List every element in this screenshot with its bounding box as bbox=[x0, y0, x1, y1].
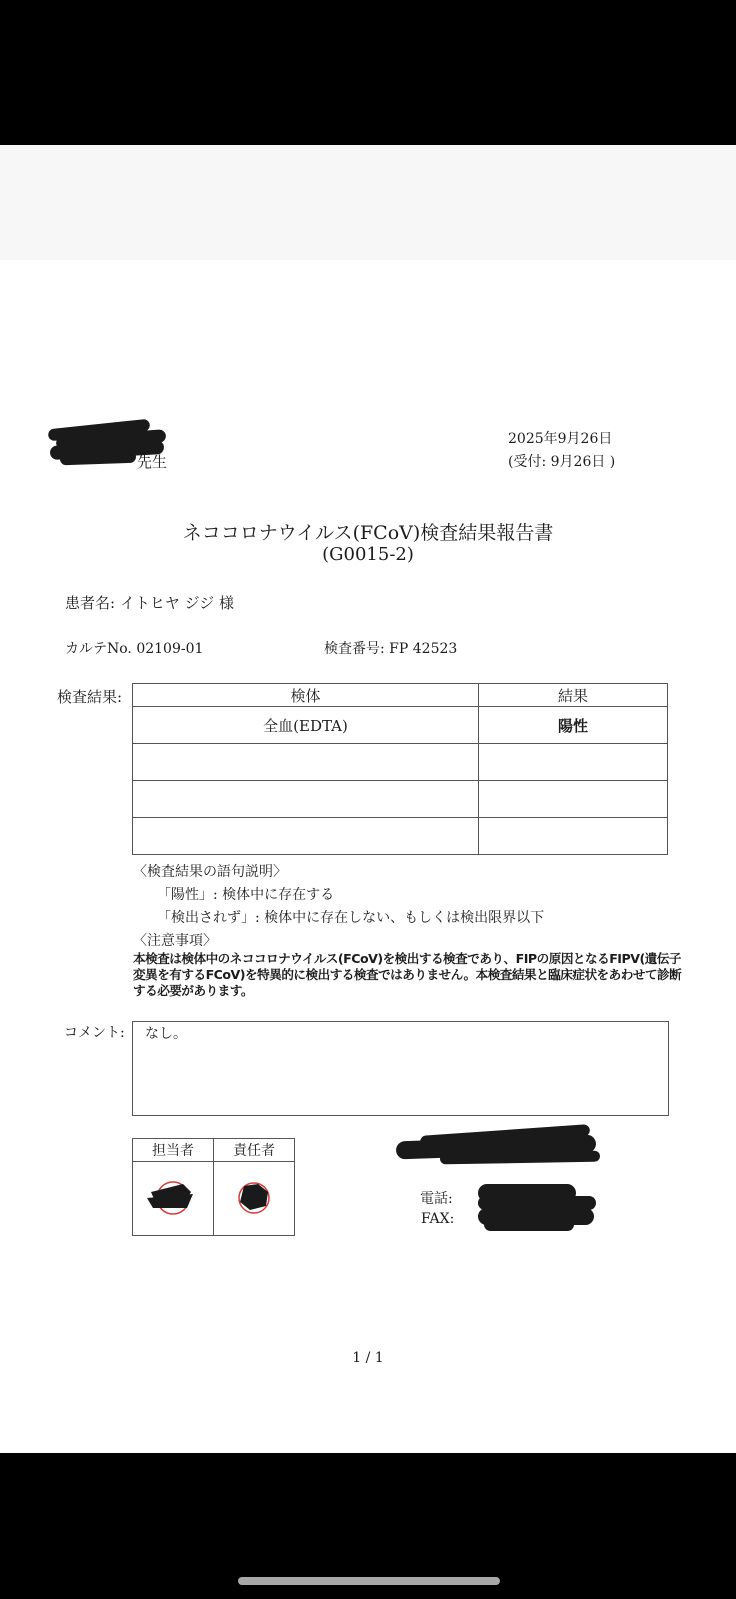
specimen-cell bbox=[133, 744, 479, 781]
result-cell bbox=[479, 818, 668, 855]
glossary-not-detected: 「検出されず」: 検体中に存在しない、もしくは検出限界以下 bbox=[157, 910, 545, 926]
results-label: 検査結果: bbox=[57, 688, 123, 706]
page-number: 1 / 1 bbox=[352, 1350, 384, 1366]
comment-label: コメント: bbox=[64, 1025, 125, 1041]
recipient-suffix: 先生 bbox=[137, 453, 168, 471]
result-cell bbox=[479, 781, 668, 818]
staff-header: 担当者 bbox=[133, 1139, 214, 1162]
fax-label: FAX: bbox=[421, 1211, 455, 1227]
table-row bbox=[133, 781, 668, 818]
table-row bbox=[133, 707, 668, 744]
report-date: 2025年9月26日 bbox=[508, 431, 613, 447]
redacted-seal-icon bbox=[133, 1162, 213, 1231]
notice-body: 本検査は検体中のネココロナウイルス(FCoV)を検出する検査であり、FIPの原因となるFIPV(遺伝子変異を有するFCoV)を特異的に検出する検査ではありません。本検査結果と臨床症状をあわせて診断する必要があります。 bbox=[133, 951, 682, 998]
home-indicator[interactable] bbox=[238, 1577, 500, 1585]
chart-number: カルテNo. 02109-01 bbox=[65, 641, 204, 657]
result-cell bbox=[479, 744, 668, 781]
results-table bbox=[132, 683, 668, 855]
received-date: (受付: 9月26日 ) bbox=[508, 454, 616, 470]
redacted-seal-icon bbox=[214, 1162, 294, 1231]
specimen-cell: 全血(EDTA) bbox=[133, 707, 479, 744]
manager-header: 責任者 bbox=[214, 1139, 295, 1162]
results-header-row bbox=[133, 684, 668, 707]
tel-label: 電話: bbox=[420, 1191, 453, 1207]
top-black-bar bbox=[0, 0, 736, 145]
table-row bbox=[133, 818, 668, 855]
specimen-header: 検体 bbox=[133, 684, 479, 707]
viewer-header bbox=[0, 145, 736, 261]
report-title: ネココロナウイルス(FCoV)検査結果報告書 bbox=[182, 522, 554, 544]
manager-seal bbox=[214, 1162, 295, 1236]
notice-heading: 〈注意事項〉 bbox=[133, 933, 217, 949]
specimen-cell bbox=[133, 781, 479, 818]
report-code: (G0015-2) bbox=[322, 544, 414, 565]
result-header: 結果 bbox=[479, 684, 668, 707]
glossary-positive: 「陽性」: 検体中に存在する bbox=[157, 887, 335, 903]
stamp-table bbox=[132, 1138, 295, 1236]
comment-box bbox=[132, 1021, 669, 1116]
table-row bbox=[133, 744, 668, 781]
specimen-cell bbox=[133, 818, 479, 855]
exam-number: 検査番号: FP 42523 bbox=[324, 641, 458, 657]
patient-name: 患者名: イトヒヤ ジジ 様 bbox=[65, 594, 234, 612]
glossary-heading: 〈検査結果の語句説明〉 bbox=[133, 864, 287, 880]
result-cell: 陽性 bbox=[479, 707, 668, 744]
staff-seal bbox=[133, 1162, 214, 1236]
comment-text: なし。 bbox=[145, 1026, 187, 1042]
